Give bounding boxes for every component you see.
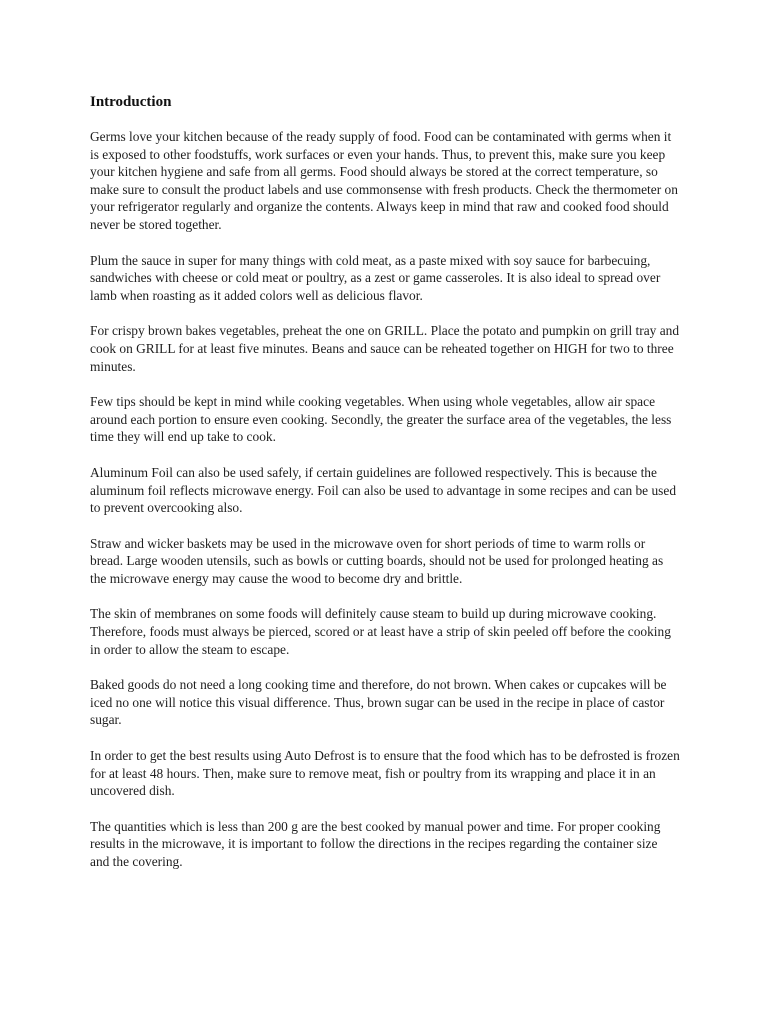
paragraph-baked-goods: Baked goods do not need a long cooking time and therefore, do not brown. When cakes or cupcakes will be iced no one will notice this visual difference. Thus, brown sugar can be used in the recipe in place of castor sugar. — [90, 677, 667, 728]
paragraph-auto-defrost: In order to get the best results using Auto Defrost is to ensure that the food which has to be defrosted is frozen for at least 48 hours. Then, make sure to remove meat, fish or poultry from its wrapping and place it in an uncovered dish. — [90, 748, 680, 799]
paragraph-germs: Germs love your kitchen because of the ready supply of food. Food can be contaminated with germs when it is exposed to other foodstuffs, work surfaces or even your hands. Thus, to prevent this, make sure you keep your kitchen hygiene and safe from all germs. Food should always be stored at the correct temperature, so make sure to consult the product labels and use commonsense with fresh products. Check the thermometer on your refrigerator regularly and organize the contents. Always keep in mind that raw and cooked food should never be stored together. — [90, 129, 678, 232]
paragraph-crispy-vegetables: For crispy brown bakes vegetables, preheat the one on GRILL. Place the potato and pumpkin on grill tray and cook on GRILL for at least five minutes. Beans and sauce can be reheated together on HIGH for two to three minutes. — [90, 323, 680, 374]
paragraph-quantities: The quantities which is less than 200 g are the best cooked by manual power and time. For proper cooking results in the microwave, it is important to follow the directions in the recipes regarding the container size and the covering. — [90, 818, 661, 869]
paragraph-aluminum-foil: Aluminum Foil can also be used safely, if certain guidelines are followed respectively. This is because the aluminum foil reflects microwave energy. Foil can also be used to advantage in some recipes and can be used to prevent overcooking also. — [90, 464, 677, 516]
paragraph-plum-sauce: Plum the sauce in super for many things with cold meat, as a paste mixed with soy sauce for barbecuing, sandwiches with cheese or cold meat or poultry, as a zest or game casseroles. It is also ideal to spread over lamb when roasting as it added colors well as delicious flavor. — [90, 252, 661, 303]
document-page — [90, 92, 680, 889]
paragraph-skin-membranes: The skin of membranes on some foods will definitely cause steam to build up during microwave cooking. Therefore, foods must always be pierced, scored or at least have a strip of skin peeled off before the cooking in order to allow the steam to escape. — [90, 606, 671, 657]
paragraph-straw-baskets: Straw and wicker baskets may be used in the microwave oven for short periods of time to warm rolls or bread. Large wooden utensils, such as bowls or cutting boards, should not be used for prolonged heating as the microwave energy may cause the wood to become dry and brittle. — [90, 535, 664, 586]
paragraph-vegetable-tips: Few tips should be kept in mind while cooking vegetables. When using whole vegetables, allow air space around each portion to ensure even cooking. Secondly, the greater the surface area of the vegetables, the less time they will end up take to cook. — [90, 394, 672, 445]
section-heading: Introduction — [90, 94, 172, 110]
